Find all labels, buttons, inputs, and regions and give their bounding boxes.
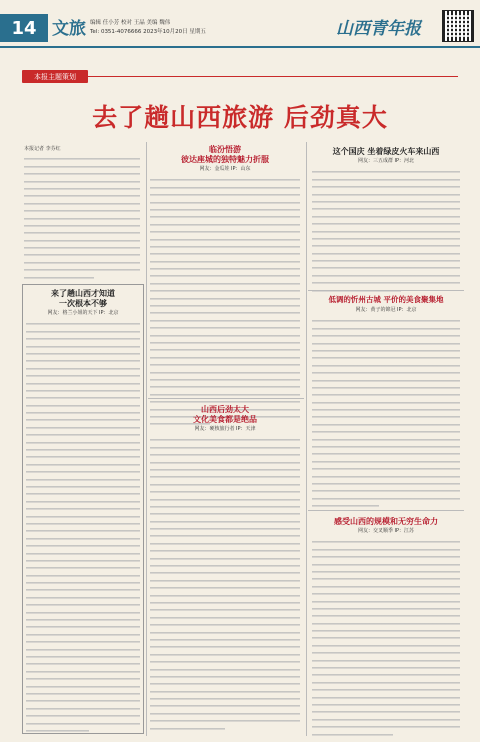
story-1-author: 网友：格兰小姐的天下 IP：北京 <box>47 310 119 316</box>
story-4 <box>312 146 460 294</box>
qr-code-icon <box>442 10 474 42</box>
newspaper-brand: 山西青年报 <box>336 19 421 39</box>
story-3-author: 网友：硬核旅行者 IP：天津 <box>194 426 256 432</box>
story-2-title: 临汾悟游 彼达座城的独特魅力折服 <box>181 144 269 164</box>
contact-date-info: Tel: 0351-4076666 2023年10月20日 星期五 <box>90 29 206 35</box>
topic-rule <box>88 76 458 77</box>
story-5-author: 网友：黄子的锦冠 IP：北京 <box>355 307 417 313</box>
story-2 <box>150 144 300 428</box>
topic-tag: 本报主题策划 <box>22 70 88 83</box>
story-1 <box>26 288 140 734</box>
story-6-title: 感受山西的规模和无穷生命力 <box>334 516 438 526</box>
story-6 <box>312 516 460 738</box>
reporter-byline: 本报记者 李芬红 <box>24 146 61 152</box>
header-rule <box>0 46 480 48</box>
story-3-text <box>150 436 300 732</box>
section-name: 文旅 <box>52 19 86 39</box>
story-2-rule <box>148 398 304 399</box>
story-4-text <box>312 168 460 294</box>
story-2-text <box>150 176 300 427</box>
story-1-title: 来了趟山西才知道 一次根本不够 <box>51 288 115 308</box>
story-4-rule <box>308 290 464 291</box>
intro-text <box>24 155 140 281</box>
story-5-text <box>312 317 460 509</box>
story-3 <box>150 404 300 732</box>
page-header <box>0 0 480 46</box>
story-5 <box>312 295 460 510</box>
story-5-title: 低调的忻州古城 平价的美食聚集地 <box>328 295 444 304</box>
column-1 <box>24 146 140 281</box>
column-divider-1 <box>146 142 147 736</box>
story-4-author: 网友：三五成群 IP：河北 <box>357 158 415 164</box>
column-divider-2 <box>306 142 307 736</box>
story-6-text <box>312 538 460 738</box>
story-2-author: 网友：金瓜娃 IP：山东 <box>199 166 251 172</box>
story-5-rule <box>308 510 464 511</box>
main-headline: 去了趟山西旅游 后劲真大 <box>92 103 388 132</box>
editor-info: 编辑 任小芳 校对 王晶 美编 魏伟 <box>90 20 171 26</box>
page-number: 14 <box>0 14 48 42</box>
story-4-title: 这个国庆 坐着绿皮火车来山西 <box>332 146 440 156</box>
story-3-title: 山西后劲太大 文化美食都是绝品 <box>193 404 257 424</box>
story-1-text <box>26 320 140 734</box>
story-6-author: 网友：交叉顺季 IP：江苏 <box>357 528 415 534</box>
